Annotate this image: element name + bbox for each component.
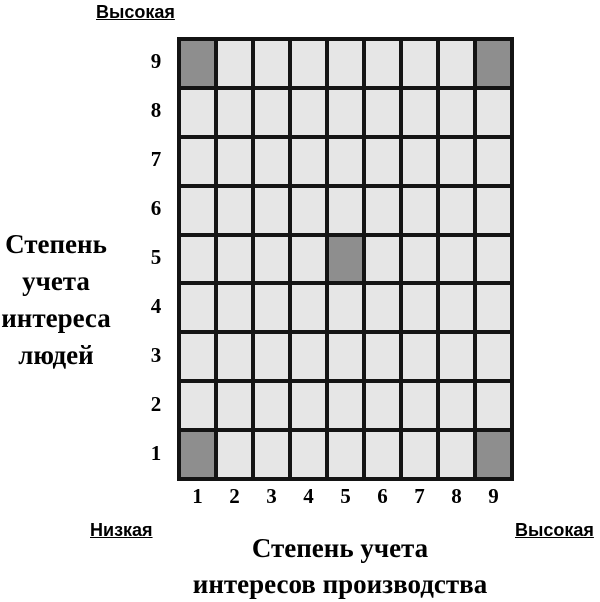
grid-cell — [218, 237, 251, 282]
grid-cell — [403, 90, 436, 135]
grid-cell — [440, 285, 473, 330]
grid-cell — [403, 285, 436, 330]
grid-cell — [255, 285, 288, 330]
grid-cell — [292, 188, 325, 233]
grid-cell — [403, 237, 436, 282]
grid-cell — [440, 188, 473, 233]
grid-cell — [292, 383, 325, 428]
grid-cell — [218, 334, 251, 379]
grid-cell — [403, 139, 436, 184]
grid-cell — [218, 90, 251, 135]
grid-cell — [255, 90, 288, 135]
grid-cell-highlighted — [329, 237, 362, 282]
grid-cell — [329, 285, 362, 330]
grid-cell — [181, 90, 214, 135]
x-tick-label: 1 — [192, 484, 203, 508]
grid-cell — [255, 41, 288, 86]
grid-cell — [329, 383, 362, 428]
grid-cell — [292, 285, 325, 330]
grid-cell — [477, 334, 510, 379]
x-tick-label: 3 — [266, 484, 277, 508]
grid-cell-highlighted — [181, 41, 214, 86]
grid-cell — [477, 237, 510, 282]
grid-cell — [181, 188, 214, 233]
x-axis-title-line: интересов производства — [192, 569, 488, 599]
y-tick-label: 3 — [150, 342, 162, 367]
grid-cell — [218, 285, 251, 330]
y-tick-label: 5 — [150, 245, 162, 269]
x-axis-title — [180, 530, 500, 602]
grid-cell — [329, 139, 362, 184]
x-tick-label: 9 — [488, 484, 499, 508]
grid-cell — [181, 383, 214, 428]
grid-cell — [218, 139, 251, 184]
y-axis-high-label: Высокая — [96, 2, 175, 22]
y-tick-label: 1 — [150, 440, 162, 465]
grid-cell — [477, 285, 510, 330]
grid-cell — [181, 285, 214, 330]
grid-cell — [440, 383, 473, 428]
grid-cell — [366, 285, 399, 330]
grid-cell — [403, 334, 436, 379]
grid-cell — [218, 41, 251, 86]
y-tick-label: 8 — [150, 98, 162, 123]
grid-cell — [366, 334, 399, 379]
grid-cell-highlighted — [477, 432, 510, 477]
y-axis-title — [0, 226, 112, 374]
grid-cell-highlighted — [181, 432, 214, 477]
grid-cell — [292, 139, 325, 184]
x-tick-label: 7 — [414, 484, 425, 508]
grid-cell — [366, 237, 399, 282]
grid-cell — [440, 90, 473, 135]
grid-cell — [366, 383, 399, 428]
y-tick-label: 9 — [150, 49, 162, 74]
grid-cell — [366, 90, 399, 135]
x-tick-label: 5 — [340, 484, 351, 508]
grid-cell — [218, 383, 251, 428]
grid-cell — [255, 237, 288, 282]
grid-cell — [329, 188, 362, 233]
grid-cell — [329, 41, 362, 86]
grid-cell — [292, 237, 325, 282]
grid-cell — [403, 432, 436, 477]
grid-cell — [440, 334, 473, 379]
x-tick-label: 2 — [229, 484, 240, 508]
grid-9x9 — [177, 37, 514, 481]
grid-cell — [255, 188, 288, 233]
x-axis-high-label: Высокая — [515, 520, 594, 540]
grid-cell — [255, 432, 288, 477]
grid-cell — [366, 41, 399, 86]
grid-cell — [329, 334, 362, 379]
grid-cell — [477, 383, 510, 428]
y-axis-title-line: интереса — [1, 303, 111, 333]
grid-cell — [255, 139, 288, 184]
y-axis-title-line: Степень — [5, 229, 107, 259]
grid-cell-highlighted — [477, 41, 510, 86]
grid-cell — [181, 139, 214, 184]
y-tick-label: 4 — [150, 293, 162, 318]
x-tick-label: 8 — [451, 484, 462, 508]
grid-cell — [329, 432, 362, 477]
grid-cell — [218, 188, 251, 233]
axes-low-label: Низкая — [90, 520, 153, 540]
grid-cell — [255, 334, 288, 379]
grid-cell — [255, 383, 288, 428]
grid-cell — [440, 432, 473, 477]
grid-cell — [440, 41, 473, 86]
y-axis-title-line: учета — [22, 266, 90, 296]
grid-cell — [218, 432, 251, 477]
grid-cell — [181, 334, 214, 379]
grid-cell — [403, 188, 436, 233]
y-tick-label: 7 — [150, 147, 162, 172]
grid-cell — [477, 90, 510, 135]
y-axis-title-line: людей — [18, 340, 94, 370]
grid-cell — [477, 139, 510, 184]
grid-cell — [181, 237, 214, 282]
grid-cell — [329, 90, 362, 135]
x-tick-label: 4 — [303, 484, 314, 508]
grid-cell — [366, 432, 399, 477]
grid-cell — [403, 41, 436, 86]
grid-cell — [403, 383, 436, 428]
x-tick-label: 6 — [377, 484, 388, 508]
x-axis-title-line: Степень учета — [251, 533, 429, 563]
grid-cell — [366, 188, 399, 233]
y-tick-label: 2 — [150, 391, 162, 416]
grid-cell — [440, 139, 473, 184]
grid-cell — [477, 188, 510, 233]
grid-cell — [366, 139, 399, 184]
grid-cell — [440, 237, 473, 282]
grid-cell — [292, 432, 325, 477]
grid-cell — [292, 334, 325, 379]
grid-cell — [292, 90, 325, 135]
grid-cell — [292, 41, 325, 86]
y-tick-label: 6 — [150, 196, 162, 221]
